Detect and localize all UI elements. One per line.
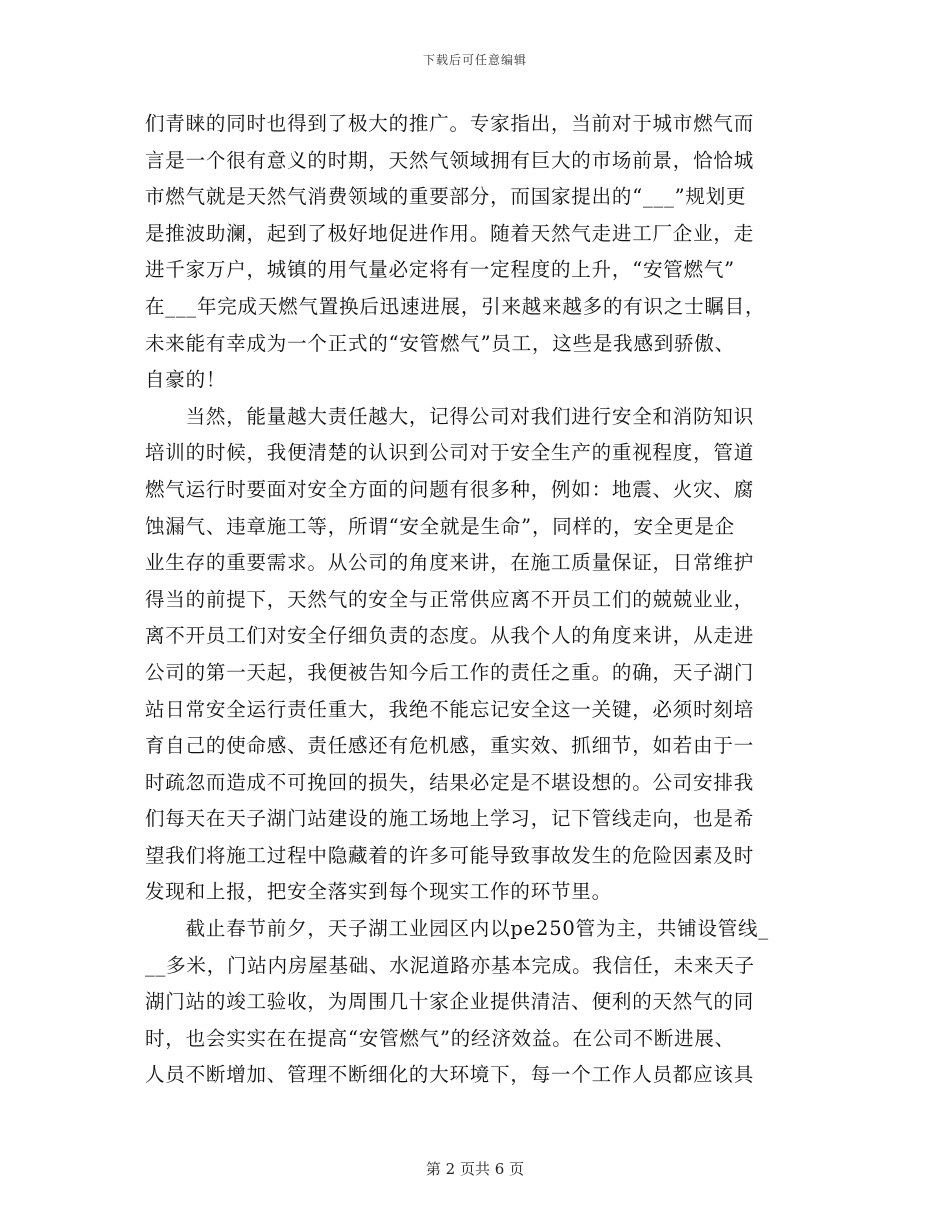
- body-text: [145, 106, 810, 1094]
- text-line: 蚀漏气、违章施工等，所谓“安全就是生命”，同样的，安全更是企: [145, 514, 735, 538]
- text-line: 们每天在天子湖门站建设的施工场地上学习，记下管线走向，也是希: [145, 807, 755, 831]
- text-line: 当然，能量越大责任越大，记得公司对我们进行安全和消防知识: [145, 404, 755, 428]
- text-line: 截止春节前夕，天子湖工业园区内以pe250管为主，共铺设管线_: [145, 917, 769, 941]
- text-line: 时，也会实实在在提高“安管燃气”的经济效益。在公司不断进展、: [145, 1026, 735, 1050]
- text-line: 言是一个很有意义的时期，天然气领域拥有巨大的市场前景，恰恰城: [145, 148, 755, 172]
- text-line: __多米，门站内房屋基础、水泥道路亦基本完成。我信任，未来天子: [145, 953, 755, 977]
- text-line: 业生存的重要需求。从公司的角度来讲，在施工质量保证，日常维护: [145, 551, 755, 575]
- text-line: 未来能有幸成为一个正式的“安管燃气”员工，这些是我感到骄傲、: [145, 331, 735, 355]
- text-line: 育自己的使命感、责任感还有危机感，重实效、抓细节，如若由于一: [145, 734, 755, 758]
- page-header: 下载后可任意编辑: [422, 53, 527, 67]
- text-line: 离不开员工们对安全仔细负责的态度。从我个人的角度来讲，从走进: [145, 624, 755, 648]
- text-line: 发现和上报，把安全落实到每个现实工作的环节里。: [145, 880, 612, 904]
- text-line: 燃气运行时要面对安全方面的问题有很多种，例如：地震、火灾、腐: [145, 477, 755, 501]
- text-line: 市燃气就是天然气消费领域的重要部分，而国家提出的“___”规划更: [145, 185, 747, 209]
- text-line: 自豪的！: [145, 368, 227, 392]
- text-line: 湖门站的竣工验收，为周围几十家企业提供清洁、便利的天然气的同: [145, 990, 755, 1014]
- text-line: 进千家万户，城镇的用气量必定将有一定程度的上升，“安管燃气”: [145, 258, 735, 282]
- text-line: 时疏忽而造成不可挽回的损失，结果必定是不堪设想的。公司安排我: [145, 770, 755, 794]
- text-line: 公司的第一天起，我便被告知今后工作的责任之重。的确，天子湖门: [145, 660, 755, 684]
- text-line: 人员不断增加、管理不断细化的大环境下，每一个工作人员都应该具: [145, 1063, 755, 1087]
- text-line: 在___年完成天燃气置换后迅速进展，引来越来越多的有识之士瞩目，: [145, 294, 766, 318]
- page-number: 第 2 页共 6 页: [425, 1160, 525, 1178]
- text-line: 站日常安全运行责任重大，我绝不能忘记安全这一关键，必须时刻培: [145, 697, 755, 721]
- text-line: 得当的前提下，天然气的安全与正常供应离不开员工们的兢兢业业，: [145, 587, 755, 611]
- text-line: 们青睐的同时也得到了极大的推广。专家指出，当前对于城市燃气而: [145, 112, 755, 135]
- text-line: 是推波助澜，起到了极好地促进作用。随着天然气走进工厂企业，走: [145, 221, 755, 245]
- text-line: 望我们将施工过程中隐藏着的许多可能导致事故发生的危险因素及时: [145, 843, 755, 867]
- text-line: 培训的时候，我便清楚的认识到公司对于安全生产的重视程度，管道: [145, 441, 755, 465]
